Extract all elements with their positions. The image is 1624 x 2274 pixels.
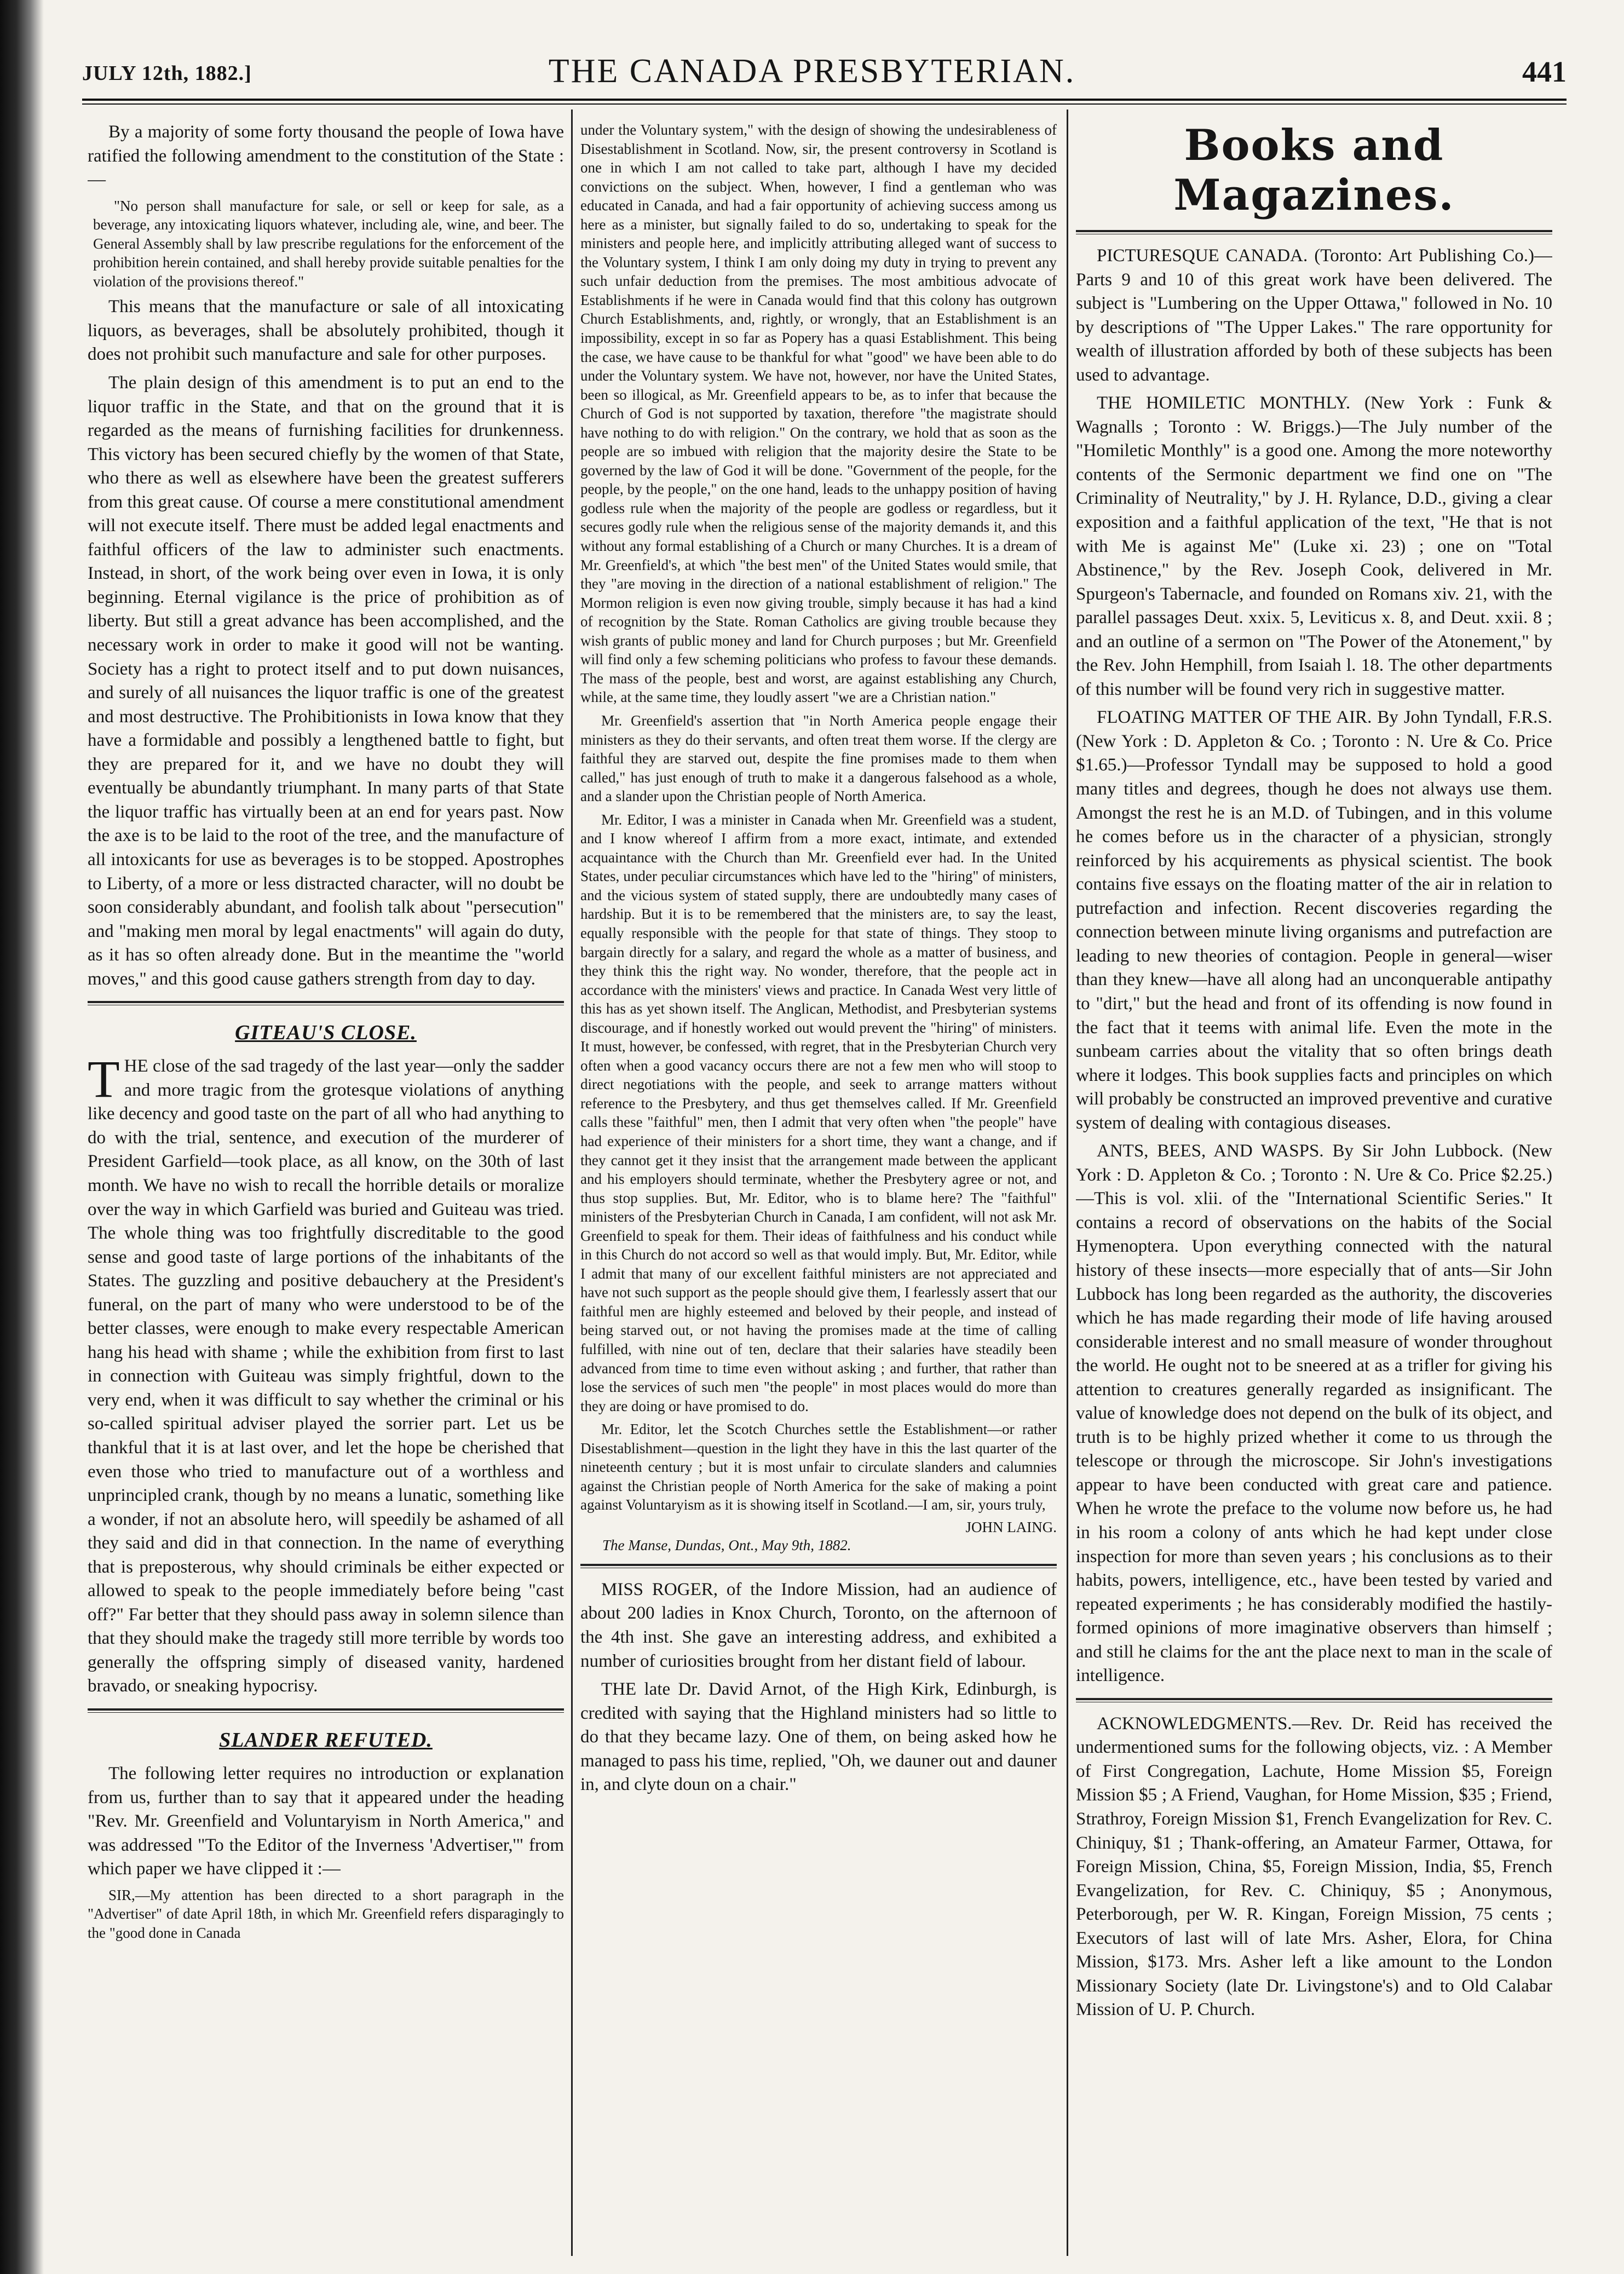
issue-date: JULY 12th, 1882.]	[82, 62, 252, 85]
letter-paragraph: Mr. Editor, let the Scotch Churches settle the Establishment—or rather Disestablishment—question in the light they have in this the last quarter of the nineteenth century ; but it is most unfair to circulate slanders and calumnies against the Christian people of North America for the sake of making a point against Voluntaryism as it is showing itself in Scotland.—I am, sir, yours truly,	[580, 1421, 1057, 1513]
column-letter	[580, 120, 1057, 2256]
page-number: 441	[1522, 55, 1567, 88]
arnot-note	[580, 1678, 1057, 1797]
review-homiletic-monthly	[1076, 392, 1552, 701]
review-picturesque-canada	[1076, 244, 1552, 387]
page-binding-edge	[0, 0, 44, 2274]
review-text: By John Tyndall, F.R.S. (New York : D. Appleton & Co. ; Toronto : N. Ure & Co. Price $1.65.)—Professor Tyndall may be supposed to hold a good many titles and degrees, though he does not always use them. Amongst the rest he is an M.D. of Tubingen, and in this volume he comes before us in the character of a physician, strongly reinforced by his acquirements as physical scientist. The book contains five essays on the floating matter of the air in relation to putrefaction and infection. Recent discoveries regarding the connection between minute living organisms and putrefaction are leading to new theories of contagion. People in general—wiser than they knew—have all along had an unconquerable antipathy to "dirt," but the head and front of its offending is now found in the fact that it teems with animal life. Even the mote in the sunbeam carries about the vitality that so often brings death where it lodges. This book supplies facts and principles on which will probably be constructed an improved preventive and curative system of dealing with contagious diseases.	[1076, 707, 1552, 1133]
arnot-text: late Dr. David Arnot, of the High Kirk, Edinburgh, is credited with saying that the Highland ministers had so little to do that they became lazy. One of them, on being asked how he managed to pass his time, replied, "Oh, we dauner out and dauner in, and clyte doun on a chair."	[580, 1679, 1057, 1795]
review-heading: THE HOMILETIC MONTHLY.	[1097, 393, 1351, 413]
section-rule	[1076, 1698, 1552, 1702]
acknowledgments	[1076, 1712, 1552, 2022]
letter-opening: SIR,—My attention has been directed to a short paragraph in the "Advertiser" of date April 18th, in which Mr. Greenfield refers disparagingly to the "good done in Canada	[88, 1886, 564, 1941]
review-ants-bees-wasps	[1076, 1139, 1552, 1688]
column-editorial	[88, 120, 564, 2256]
section-rule	[88, 1708, 564, 1713]
giteau-article	[88, 1050, 564, 1699]
column-books	[1076, 120, 1552, 2256]
newspaper-title: THE CANADA PRESBYTERIAN.	[548, 53, 1076, 90]
review-text: By Sir John Lubbock. (New York : D. Appleton & Co. ; Toronto : N. Ure & Co. Price $2.25.)—This is vol. xlii. of the "International Scientific Series." It contains a record of observations on the habits of the Social Hymenoptera. Upon everything connected with the natural history of these insects—more especially that of ants—Sir John Lubbock has long been regarded as the authority, the discoveries which he has made regarding their mode of life having aroused considerable interest and no small measure of wonder throughout the world. He ought not to be sneered at as a trifler for giving his attention to creatures generally regarded as insignificant. The value of knowledge does not depend on the bulk of its object, and truth is to be highly prized whether it come to us through the telescope or through the microscope. Sir John's investigations appear to have been conducted with great care and patience. When he wrote the preface to the volume now before us, he had in his room a colony of ants which he had kept under close inspection for more than seven years ; his conclusions as to their habits, powers, intelligence, etc., have been tested by varied and repeated experiments ; he has considerably modified the hastily-formed opinions of more imaginative observers than himself ; and still he claims for the ant the place next to man in the scale of intelligence.	[1076, 1141, 1552, 1686]
giteau-body: HE close of the sad tragedy of the last year—only the sadder and more tragic from the grotesque violations of anything like decency and good taste on the part of all who had anything to do with the trial, sentence, and execution of the murderer of President Garfield—took place, as all know, on the 30th of last month. We have no wish to recall the horrible details or moralize over the way in which Garfield was buried and Guiteau was tried. The whole thing was too frightfully discreditable to the good sense and good taste of large portions of the inhabitants of the States. The guzzling and positive debauchery at the President's funeral, on the part of many who were understood to be of the better classes, were enough to make every respectable American hang his head with shame ; while the exhibition from first to last in connection with Guiteau was simply frightful, down to the very end, when it was difficult to say whether the criminal or his so-called spiritual adviser played the sorrier part. Let us be thankful that it is at last over, and let the hope be cherished that even those who tried to manufacture out of a worthless and unprincipled crank, though by no means a lunatic, something like a wonder, if not an absolute hero, will speedily be ashamed of all they said and did in that connection. In the name of everything that is preposterous, why should criminals be either expected or allowed to speak to the people immediately before being "cast off?" Far better that they should pass away in solemn silence than that they should make the tragedy still more terrible by words too generally the offspring simply of diseased vanity, hardened bravado, or sneaking hypocrisy.	[88, 1056, 564, 1696]
column-divider	[571, 110, 573, 2256]
drop-cap: T	[88, 1050, 120, 1109]
slander-heading: SLANDER REFUTED.	[219, 1729, 433, 1752]
ack-heading: ACKNOWLEDGMENTS.	[1097, 1713, 1292, 1734]
review-heading: FLOATING MATTER OF THE AIR.	[1097, 707, 1372, 728]
roger-note	[580, 1578, 1057, 1673]
section-rule	[580, 1564, 1057, 1568]
section-rule	[88, 1001, 564, 1005]
slander-intro: The following letter requires no introduction or explanation from us, further than to say that it appeared under the heading "Rev. Mr. Greenfield and Voluntaryism in North America," and was addressed "To the Editor of the Inverness 'Advertiser,'" from which paper we have clipped it :—	[88, 1764, 564, 1879]
letter-signature: JOHN LAING.	[965, 1518, 1057, 1535]
review-text: (Toronto: Art Publishing Co.)—Parts 9 and 10 of this great work have been delivered. The subject is "Lumbering on the Upper Ottawa," followed in No. 10 by descriptions of "The Upper Lakes." The rare opportunity for wealth of illustration afforded by both of these subjects has been used to advantage.	[1076, 246, 1552, 385]
books-section-title: Books and Magazines.	[1173, 120, 1455, 220]
amendment-quote: "No person shall manufacture for sale, or sell or keep for sale, as a beverage, any intoxicating liquors whatever, including ale, wine, and beer. The General Assembly shall by law prescribe regulations for the enforcement of the prohibition herein contained, and shall hereby provide suitable penalties for the violation of the provisions thereof."	[93, 197, 564, 290]
review-heading: PICTURESQUE CANADA.	[1097, 246, 1308, 266]
giteau-heading: GITEAU'S CLOSE.	[235, 1021, 417, 1045]
iowa-paragraph: The plain design of this amendment is to put an end to the liquor traffic in the State, and that on the ground that it is regarded as the means of furnishing facilities for drunkenness. This victory has been secured chiefly by the women of that State, who there as well as elsewhere have been the greatest sufferers from this great cause. Of course a mere constitutional amendment will not execute itself. There must be added legal enactments and faithful officers of the law to administer such enactments. Instead, in short, of the work being over even in Iowa, it is only beginning. Eternal vigilance is the price of prohibition as of liberty. But still a great advance has been accomplished, and the necessary work in order to make it good will not be wanting. Society has a right to protect itself and to put down nuisances, and surely of all nuisances the liquor traffic is one of the greatest and most destructive. The Prohibitionists in Iowa know that they have a formidable and possibly a lengthened battle to fight, but they are prepared for it, and we have no doubt they will eventually be abundantly triumphant. In many parts of that State the liquor traffic has virtually been at an end for years past. Now the axe is to be laid to the root of the tree, and the manufacture of all intoxicants for use as beverages is to be stopped. Apostrophes to Liberty, of a more or less distracted character, will no doubt be soon considerably abundant, and foolish talk about "persecution" and "making men moral by legal enactments" will again do duty, as it has so often already done. But in the meantime the "world moves," and this good cause gathers strength from day to day.	[88, 373, 564, 989]
ack-text: —Rev. Dr. Reid has received the undermentioned sums for the following objects, viz. : A Member of First Congregation, Lachute, Home Mission $5, Foreign Mission $5 ; A Friend, Vaughan, for Home Mission, $35 ; Friend, Strathroy, Foreign Mission $1, French Evangelization for Rev. C. Chiniquy, $1 ; Thank-offering, an Amateur Farmer, Ottawa, for Foreign Mission, China, $5, Foreign Mission, India, $5, French Evangelization, for Rev. C. Chiniquy, $5 ; Anonymous, Peterborough, per W. R. Kingan, Foreign Mission, 75 cents ; Executors of last will of late Mrs. Asher, Elora, for China Mission, $173. Mrs. Asher left a like amount to the London Missionary Society (late Dr. Livingstone's) and to Old Calabar Mission of U. P. Church.	[1076, 1713, 1552, 2020]
review-floating-matter	[1076, 706, 1552, 1135]
letter-paragraph: Mr. Greenfield's assertion that "in North America people engage their ministers as they do their servants, and often treat them worse. If the clergy are faithful they are starved out, despite the fine promises made to them when called," has just enough of truth to make it a dangerous falsehood as a whole, and a slander upon the Christian people of North America.	[580, 712, 1057, 805]
letter-paragraph: under the Voluntary system," with the design of showing the undesirableness of Disestablishment in Scotland. Now, sir, the present controversy in Scotland is one in which I am not called to take part, although I have my decided convictions on the subject. When, however, I find a gentleman who was educated in Canada, and had a fair opportunity of achieving success among us here as a minister, but signally failed to do so, undertaking to speak for the ministers and people here, and implicitly attributing alleged want of success to the Voluntary system, I think I am only doing my duty in trying to prevent any such unfair deduction from the premises. The most ambitious advocate of Establishments if he were in Canada would find that this colony has outgrown Church Establishments, and, rightly, or wrongly, that an Establishment is an impossibility, except in so far as Popery has a quasi Establishment. This being the case, we have cause to be thankful for what "good" we have been able to do under the Voluntary system. We have not, however, nor have the United States, been so illogical, as Mr. Greenfield appears to be, as to infer that because the Church of God is not supported by taxation, therefore "the magistrate should have nothing to do with religion." On the contrary, we hold that as soon as the people are so imbued with religion that the majority desire the State to be governed by the law of God it will be done. "Government of the people, for the people, by the people," on the one hand, leads to the unhappy position of having godless rule when the majority of the people are godless or regardless, but it secures godly rule when the religious sense of the majority demands it, and this without any formal establishing of a Church or many Churches. It is a dream of Mr. Greenfield's, at which "the best men" of the United States would smile, that they "are moving in the direction of a national establishment of religion." The Mormon religion is even now giving trouble, simply because it has had a kind of recognition by the State. Roman Catholics are giving trouble because they wish grants of public money and land for Church purposes ; but Mr. Greenfield will find only a few scheming politicians who profess to favour these demands. The mass of the people, best and worst, are against establishing any Church, while, at the same time, they loudly assert "we are a Christian nation."	[580, 122, 1057, 706]
review-text: (New York : Funk & Wagnalls ; Toronto : W. Briggs.)—The July number of the "Homiletic Monthly" is a good one. Among the more noteworthy contents of the Sermonic department we find one on "The Criminality of Neutrality," by J. H. Rylance, D.D., giving a clear exposition and a faithful application of the text, "He that is not with Me is against Me" (Luke xi. 23) ; one on "Total Abstinence," by the Rev. Joseph Cook, delivered in Mr. Spurgeon's Tabernacle, and founded on Romans xiv. 21, with the parallel passages Deut. xxix. 5, Leviticus x. 8, and Deut. xxii. 8 ; and an outline of a sermon on "The Power of the Atonement," by the Rev. John Hemphill, from Isaiah l. 18. The other departments of this number will be found very rich in suggestive matter.	[1076, 393, 1552, 699]
roger-text: of the Indore Mission, had an audience of about 200 ladies in Knox Church, Toronto, on the afternoon of the 4th inst. She gave an interesting address, and exhibited a number of curiosities brought from her distant field of labour.	[580, 1579, 1057, 1671]
letter-dateline: The Manse, Dundas, Ont., May 9th, 1882.	[602, 1536, 851, 1553]
arnot-lead: THE	[601, 1679, 637, 1700]
letter-paragraph: Mr. Editor, I was a minister in Canada when Mr. Greenfield was a student, and I know whereof I affirm from a more exact, intimate, and extended acquaintance with the Church than Mr. Greenfield ever had. In the United States, under peculiar circumstances which have led to the "hiring" of ministers, and the vicious system of stated supply, there are undoubtedly many cases of hardship. But it is to be remembered that the ministers are, to say the least, equally responsible with the people for that state of things. They stoop to bargain directly for a salary, and regard the whole as a matter of business, and they think this the right way. No wonder, therefore, that the people act in accordance with the ministers' views and practice. In Canada West very little of this has as yet shown itself. The Anglican, Methodist, and Presbyterian systems discourage, and if honestly worked out would prevent the "hiring" of ministers. It must, however, be confessed, with regret, that in the Presbyterian Church very often when a good vacancy occurs there are not a few men who will stoop to direct negotiations with the people, and seek to arrange matters without reference to the Presbytery, and thus get themselves called. If Mr. Greenfield calls these "faithful" men, then I admit that very often when "the people" have had experience of their ministers for a short time, they want a change, and if they cannot get it they insist that the arrangement made between the applicant and his employers should terminate, whether the Presbytery agree or not, and thus stop supplies. But, Mr. Editor, who is to blame here? The "faithful" ministers of the Presbyterian Church in Canada, I am confident, will not ask Mr. Greenfield to speak for them. Their ideas of faithfulness and his conduct while in this Church do not accord so well as that would imply. But, Mr. Editor, while I admit that many of our excellent faithful ministers are not appreciated and have not such support as the people should give them, I fearlessly assert that our faithful men are highly esteemed and beloved by their people, and instead of being starved out, or not having the promises made at the time of calling fulfilled, with nine out of ten, declare that their salaries have steadily been advanced from time to time even without asking ; and further, that rather than lose the services of such men "the people" in most places would do more than they are doing or have promised to do.	[580, 811, 1057, 1414]
column-divider	[1067, 110, 1068, 2256]
review-heading: ANTS, BEES, AND WASPS.	[1097, 1141, 1324, 1161]
section-rule	[1076, 230, 1552, 234]
iowa-intro: By a majority of some forty thousand the people of Iowa have ratified the following amendment to the constitution of the State :—	[88, 122, 564, 190]
iowa-paragraph: This means that the manufacture or sale of all intoxicating liquors, as beverages, shall be absolutely prohibited, though it does not prohibit such manufacture and sale for other purposes.	[88, 297, 564, 365]
roger-name: MISS ROGER,	[601, 1579, 718, 1599]
header-rule	[82, 99, 1567, 105]
